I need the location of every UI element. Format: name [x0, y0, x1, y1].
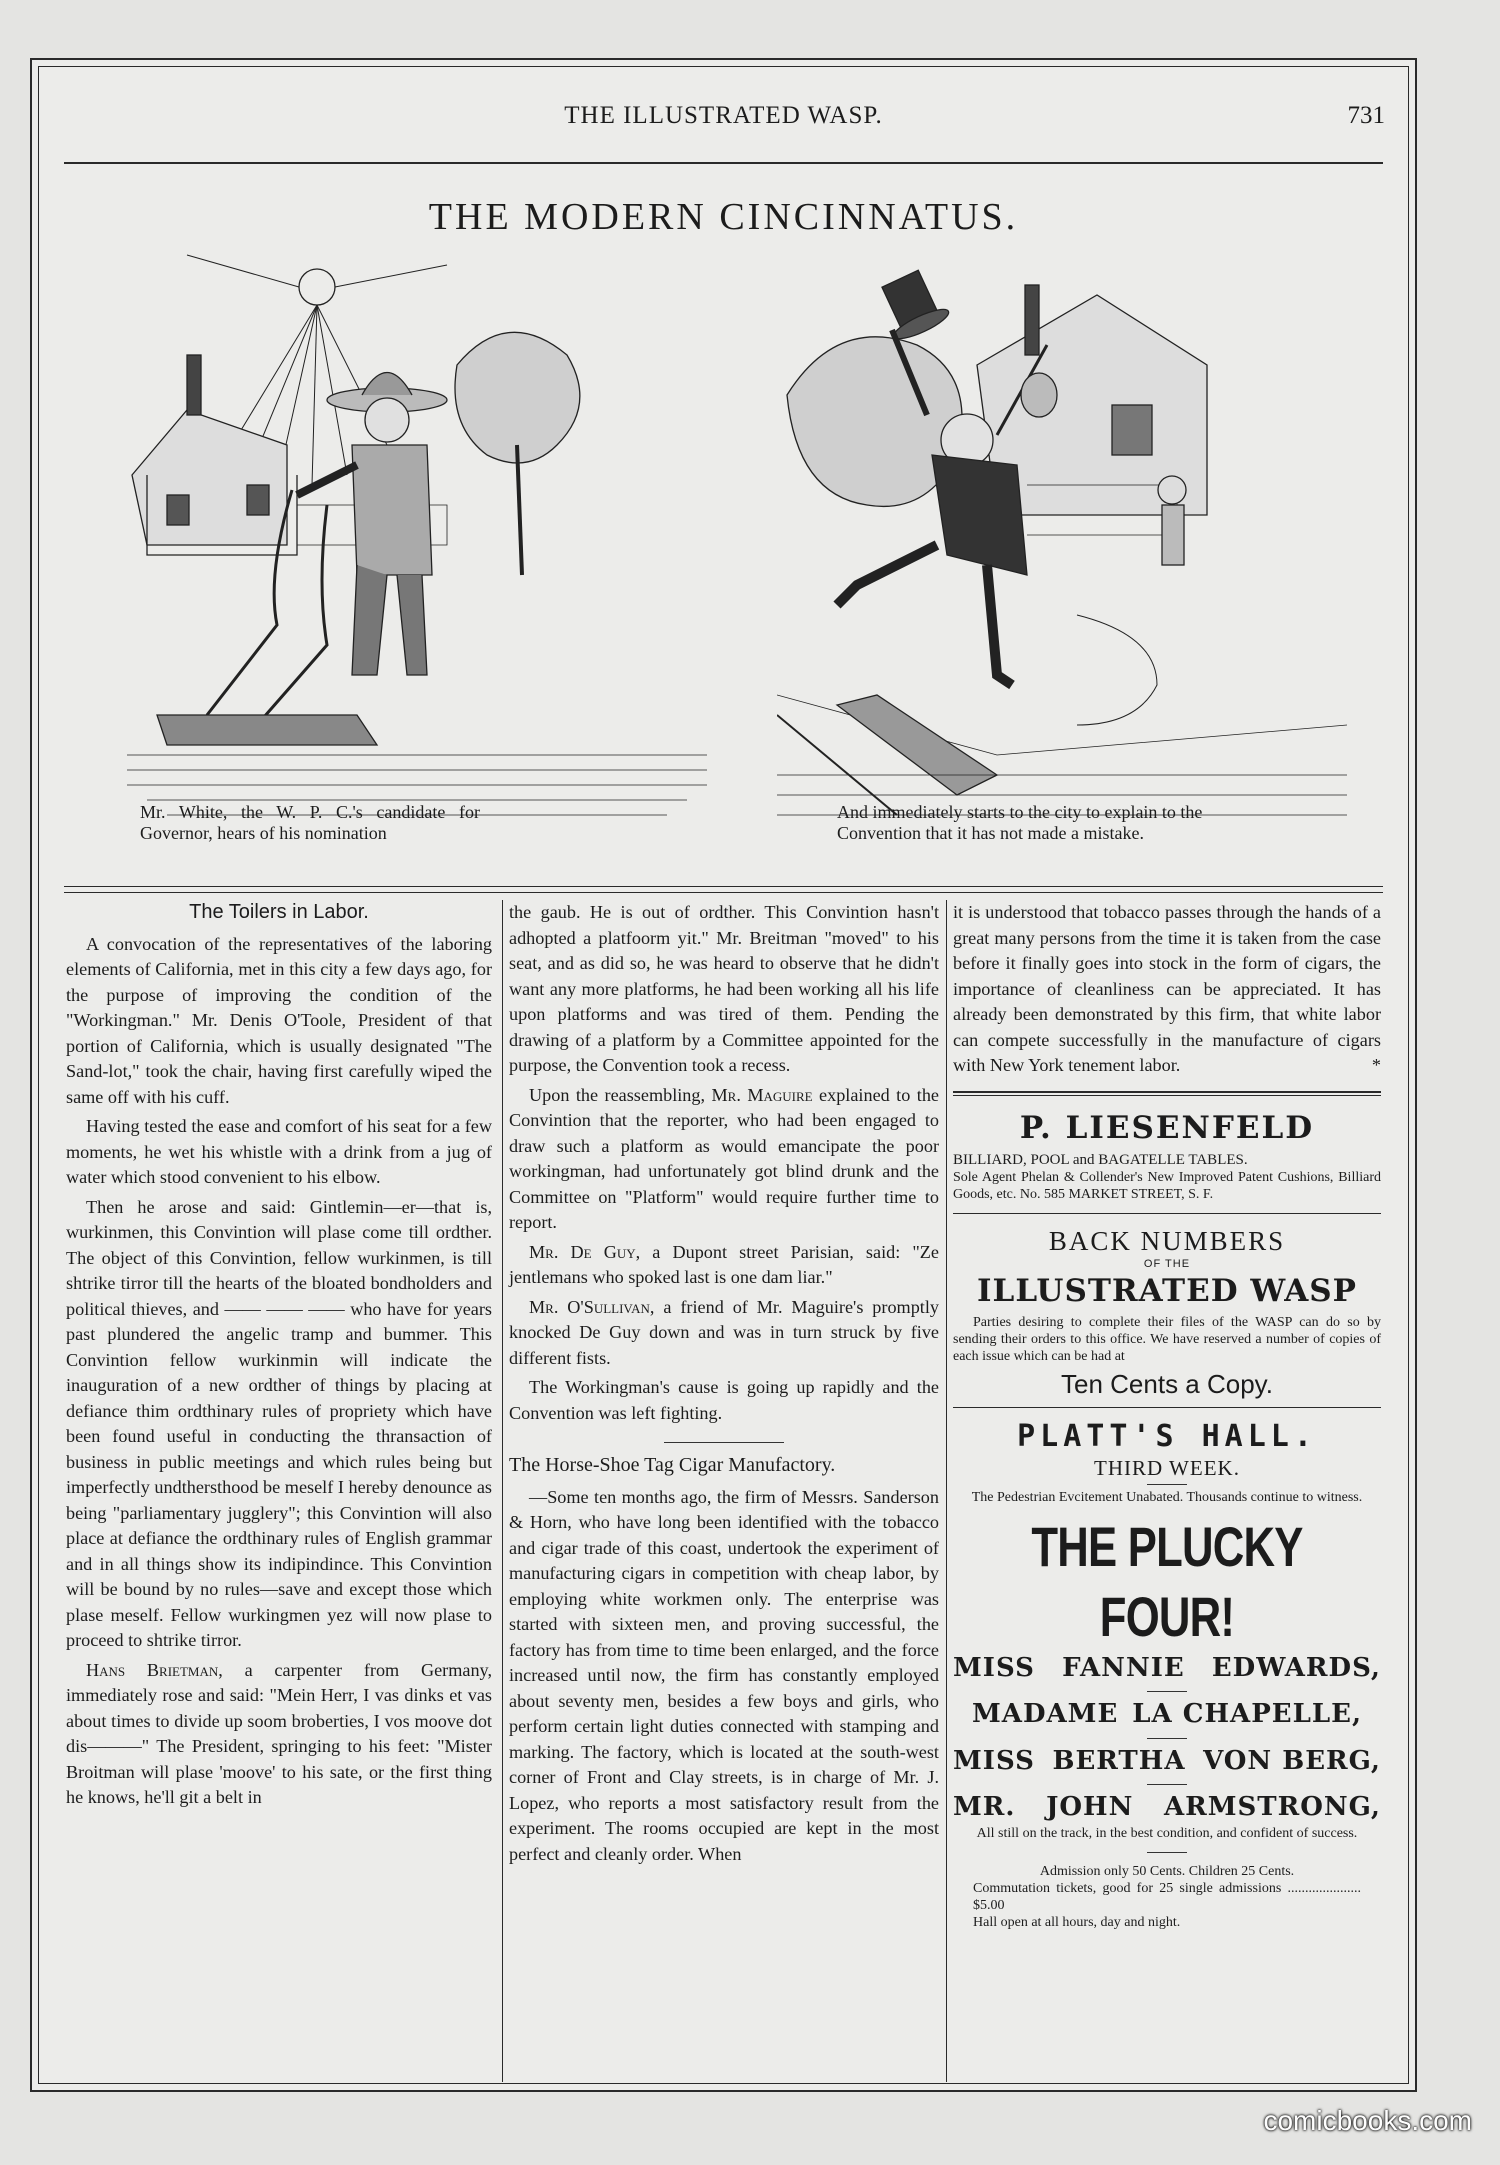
cartoon-right-illustration [777, 255, 1347, 835]
column-1 [66, 900, 492, 1811]
cartoon-title: THE MODERN CINCINNATUS. [428, 196, 1019, 238]
performer-word: EDWARDS, [1211, 1652, 1381, 1683]
speaker-name: Mr. Maguire [711, 1084, 813, 1105]
column-2 [509, 900, 939, 1867]
column-3 [953, 900, 1381, 1931]
ad-performer-2 [953, 1699, 1381, 1729]
column-divider [946, 900, 947, 2082]
ad-admission: Admission only 50 Cents. Children 25 Cents. [1039, 1863, 1295, 1879]
paragraph-text: a friend of Mr. Maguire's promptly knocked De Guy down and was in turn struck by five different fists. [509, 1296, 939, 1368]
header-rule [64, 162, 1383, 164]
performer-word: MISS [953, 1745, 1035, 1776]
ad-hours: Hall open at all hours, day and night. [973, 1914, 1181, 1930]
ad-third-week: THIRD WEEK. [1094, 1455, 1240, 1480]
ad-short-rule [1147, 1738, 1187, 1739]
performer-word: MADAME [971, 1699, 1119, 1729]
article-paragraph [509, 1083, 939, 1236]
article-separator [664, 1442, 784, 1443]
performer-word: MISS [953, 1652, 1035, 1683]
ad-back-text: Parties desiring to complete their files of the WASP can do so by sending their orders to this office. We have reserved a number of copies of each issue which can be had at [953, 1314, 1381, 1364]
performer-word: JOHN [1046, 1792, 1134, 1822]
site-watermark: comicbooks.com [1263, 2105, 1472, 2136]
ad-rule [953, 1095, 1381, 1096]
performer-word: ARMSTRONG, [1163, 1792, 1381, 1822]
paragraph-text: it is understood that tobacco passes through the hands of a great many persons from the time it is taken from the case before it finally goes into stock in the form of cigars, the importance of cleanliness can be appreciated. It has already been demonstrated by this firm, that white labor can compete successfully in the manufacture of cigars with New York tenement labor. [953, 902, 1381, 1075]
performer-word: VON BERG, [1203, 1745, 1381, 1776]
ad-performer-3 [953, 1745, 1381, 1776]
ad-back-numbers: BACK NUMBERS [1048, 1225, 1286, 1256]
article-paragraph: Then he arose and said: Gintlemin—er—that is, wurkinmen, this Convintion will plase come till ordther. The object of this Convintion, fellow wurkinmen, is till shtrike tirror till the hearts of the bloated bondholders and political thieves, and —— —— —— who have for years past plundered the angelic tramp and bummer. This Convintion fellow wurkinmin will indicate the inauguration of a new ordther of things by placing at defiance thim ordthinary rules of propriety which have been found useful in conducting the thransaction of business in public meetings and which rules being but imperfectly undthersthood be meself I hereby denounce as being "parliamentary jugglery"; this Convintion will also place at defiance the ordthinary rules of English grammar and in all things show its indipindince. This Convintion will be bound by no rules—save and except those which plase meself. Fellow wurkingmen yez will now plase to proceed to shtrike tirror. [66, 1196, 492, 1650]
section-rule-bottom [64, 892, 1383, 893]
article-paragraph: Having tested the ease and comfort of his seat for a few moments, he wet his whistle with a drink from a jug of water which stood convenient to his elbow. [66, 1116, 492, 1187]
speaker-name: Mr. De Guy, [529, 1241, 641, 1262]
ad-short-rule [1147, 1784, 1187, 1785]
end-mark: * [1371, 1055, 1381, 1075]
ad-short-rule [1147, 1852, 1187, 1853]
ad-commutation: Commutation tickets, good for 25 single admissions ..................... $5.00 [973, 1880, 1361, 1913]
ad-hall-name: PLATT'S HALL. [1017, 1418, 1317, 1454]
column-divider [502, 900, 503, 2082]
page-number: 731 [1347, 102, 1385, 129]
performer-word: MR. [953, 1792, 1016, 1822]
ad-plucky-four: THE PLUCKY FOUR! [1031, 1514, 1303, 1648]
publication-title: THE ILLUSTRATED WASP. [564, 102, 883, 129]
paragraph-text: a carpenter from Germany, immediately rose and said: "Mein Herr, I vas dinks et vas about times to divide up soom broberties, I vos moove dot dis———" The President, springing to his feet: "Mister Broitman will plase 'moove' to his sate, or the first thing he knows, he'll git a belt in [66, 1659, 492, 1807]
article-paragraph [509, 1295, 939, 1372]
ad-liesenfeld-line2: Sole Agent Phelan & Collender's New Improved Patent Cushions, Billiard Goods, etc. No. 585 MARKET STREET, S. F. [953, 1169, 1381, 1202]
ad-of-the: OF THE [1143, 1257, 1191, 1270]
article-title-toilers: The Toilers in Labor. [189, 901, 369, 923]
performer-word: BERTHA [1052, 1745, 1186, 1776]
section-rule-top [64, 886, 1383, 887]
ad-liesenfeld-line1: BILLIARD, POOL and BAGATELLE TABLES. [953, 1151, 1248, 1168]
paragraph-text: explained to the Convintion that the reporter, who had been engaged to draw such a platform as would emancipate the poor workingman, had unfortunately got blind drunk and the Committee on "Platform" would require further time to report. [509, 1084, 939, 1232]
article-title-cigar: The Horse-Shoe Tag Cigar Manufactory. [509, 1454, 836, 1476]
article-paragraph: —Some ten months ago, the firm of Messrs. Sanderson & Horn, who have long been identified with the tobacco and cigar trade of this coast, undertook the experiment of manufacturing cigars in competition with cheap labor, by employing white workmen only. The enterprise was started with sixteen men, and proving successful, the factory has from time to time been enlarged, and the force increased until now, the firm has constantly employed about seventy men, besides a few boys and girls, who perform certain light duties connected with stamping and marking. The factory, which is located at the south-west corner of Front and Clay streets, is in charge of Mr. J. Lopez, who reports a most satisfactory result from the experiment. The rooms occupied are kept in the most perfect and cleanly order. When [509, 1486, 939, 1864]
cartoon-right-caption: And immediately starts to the city to explain to the Convention that it has not made a mistake. [837, 802, 1203, 843]
ad-short-rule [1147, 1691, 1187, 1692]
performer-word: FANNIE [1062, 1652, 1185, 1683]
article-paragraph [509, 1240, 939, 1291]
ad-wasp-name: ILLUSTRATED WASP [977, 1272, 1357, 1309]
ad-liesenfeld-name: P. LIESENFELD [1019, 1109, 1315, 1146]
ad-rule [953, 1213, 1381, 1214]
ad-performer-1 [953, 1652, 1381, 1683]
article-paragraph: The Workingman's cause is going up rapidly and the Convention was left fighting. [509, 1377, 939, 1423]
ad-rule [953, 1407, 1381, 1408]
article-paragraph [953, 900, 1381, 1079]
ad-performer-4 [953, 1792, 1381, 1822]
ad-short-rule [1147, 1484, 1187, 1485]
newspaper-page [30, 58, 1417, 2092]
cartoon-left-caption: Mr. White, the W. P. C.'s candidate for Governor, hears of his nomination [140, 802, 480, 843]
ad-price: Ten Cents a Copy. [1061, 1368, 1273, 1399]
paragraph-text: a Dupont street Parisian, said: "Ze jentlemans who spoked last is one dam liar." [509, 1241, 939, 1287]
ad-track-note: All still on the track, in the best condition, and confident of success. [976, 1825, 1358, 1841]
cartoon-left-illustration [127, 245, 707, 835]
paragraph-text: Upon the reassembling, [529, 1084, 712, 1105]
performer-word: LA CHAPELLE, [1132, 1699, 1363, 1729]
speaker-name: Hans Brietman, [86, 1659, 223, 1680]
ad-rule [953, 1091, 1381, 1093]
ad-excitement: The Pedestrian Evcitement Unabated. Thousands continue to witness. [971, 1489, 1363, 1505]
article-paragraph: the gaub. He is out of ordther. This Convintion hasn't adhopted a platfoorm yit." Mr. Breitman "moved" to his seat, and as did so, he was heard to observe that he didn't want any more platforms, he had been working all his life upon platforms and was tired of them. Pending the drawing of a platform by a Committee appointed for the purpose, the Convention took a recess. [509, 902, 939, 1075]
article-paragraph: A convocation of the representatives of the laboring elements of California, met in this city a few days ago, for the purpose of improving the condition of the "Workingman." Mr. Denis O'Toole, President of that portion of California, which is usually designated "The Sand-lot," took the chair, having first carefully wiped the same off with his cuff. [66, 933, 492, 1107]
article-paragraph [66, 1658, 492, 1811]
speaker-name: Mr. O'Sullivan, [529, 1296, 655, 1317]
running-head [32, 102, 1415, 142]
